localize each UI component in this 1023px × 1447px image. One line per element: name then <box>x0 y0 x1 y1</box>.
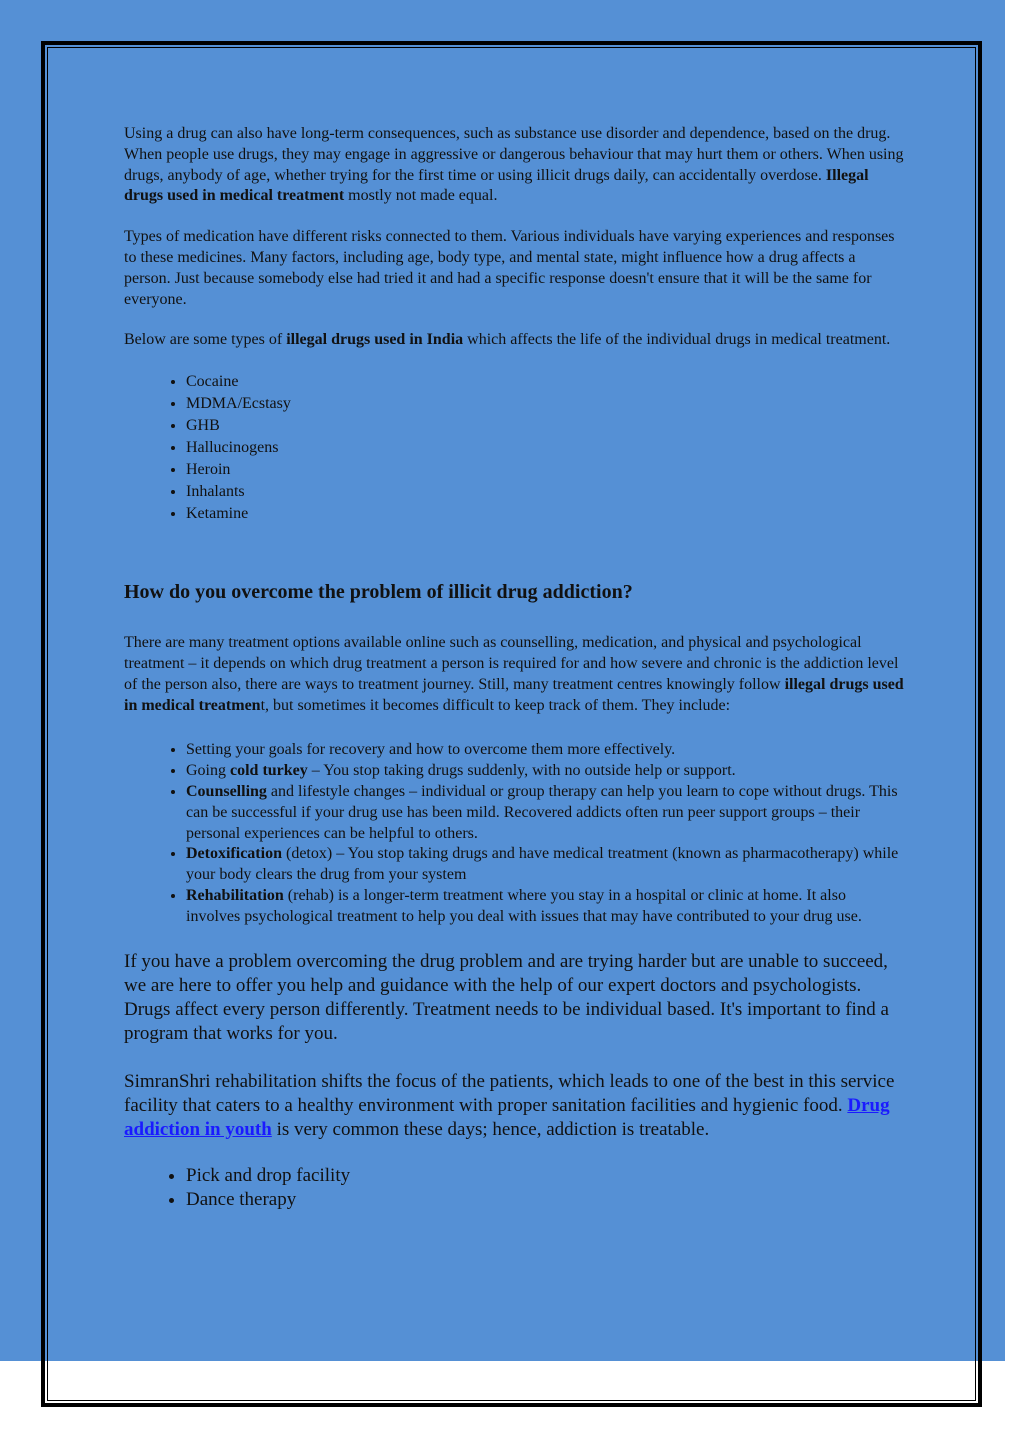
treatment-options-paragraph <box>124 633 904 716</box>
list-item <box>186 782 904 844</box>
item-text: – You stop taking drugs suddenly, with no outside help or support. <box>307 762 736 780</box>
item-bold-term: Rehabilitation <box>186 886 284 904</box>
list-item <box>186 761 904 782</box>
list-item <box>186 886 904 928</box>
paragraph-text: t, but sometimes it becomes difficult to keep track of them. They include: <box>260 696 731 714</box>
list-item <box>186 740 904 761</box>
intro-paragraph-drug-types <box>124 330 904 351</box>
help-paragraph: If you have a problem overcoming the drug problem and are trying harder but are unable to succeed, we are here to offer you help and guidance with the help of our expert doctors and psychologists. Drugs affect every person differently. Treatment needs to be individual based. It's important to find a program that works for you. <box>124 950 889 1044</box>
item-text: and lifestyle changes – individual or group therapy can help you learn to cope without drugs. This can be successful if your drug use has been mild. Recovered addicts often run peer support groups – their personal experiences can be helpful to others. <box>186 782 898 842</box>
section-heading: How do you overcome the problem of illicit drug addiction? <box>124 581 633 604</box>
list-item: • Heroin <box>186 459 904 481</box>
paragraph-bold-phrase: illegal drugs used in medical treatmen <box>124 675 904 714</box>
list-item: • MDMA/Ecstasy <box>186 393 904 415</box>
drug-list <box>124 371 904 525</box>
paragraph-text: SimranShri rehabilitation shifts the focus of the patients, which leads to one of the best in this service facility that caters to a healthy environment with proper sanitation facilities and hygienic food. <box>124 1070 895 1116</box>
treatment-list <box>124 740 904 927</box>
paragraph-text: mostly not made equal. <box>344 187 498 205</box>
list-item: • Hallucinogens <box>186 437 904 459</box>
list-item: • Dance therapy <box>186 1188 904 1212</box>
item-bold-term: Detoxification <box>186 845 282 863</box>
list-item: • Cocaine <box>186 371 904 393</box>
facility-paragraph <box>124 1070 904 1142</box>
item-text: Setting your goals for recovery and how to overcome them more effectively. <box>186 741 676 759</box>
list-item: • Pick and drop facility <box>186 1164 904 1188</box>
list-item: • Inhalants <box>186 481 904 503</box>
paragraph-text: Using a drug can also have long-term consequences, such as substance use disorder and dependence, based on the drug. When people use drugs, they may engage in aggressive or dangerous behaviour that may hurt them or others. When using drugs, anybody of age, whether trying for the first time or using illicit drugs daily, can accidentally overdose. <box>124 125 904 184</box>
intro-paragraph-risks: Types of medication have different risks connected to them. Various individuals have varying experiences and responses to these medicines. Many factors, including age, body type, and mental state, might influence how a drug affects a person. Just because somebody else had tried it and had a specific response doesn't ensure that it will be the same for everyone. <box>124 228 895 308</box>
paragraph-text: There are many treatment options available online such as counselling, medication, and physical and psychological treatment – it depends on which drug treatment a person is required for and how severe and chronic is the addiction level of the person also, there are ways to treatment journey. Still, many treatment centres knowingly follow <box>124 634 899 693</box>
facility-list <box>124 1164 904 1212</box>
paragraph-text: Below are some types of <box>124 331 287 349</box>
paragraph-text: is very common these days; hence, addiction is treatable. <box>271 1118 710 1140</box>
paragraph-text: which affects the life of the individual drugs in medical treatment. <box>463 331 891 349</box>
item-bold-term: cold turkey <box>230 762 308 780</box>
item-bold-term: Counselling <box>186 782 267 800</box>
list-item: • Ketamine <box>186 503 904 525</box>
paragraph-bold-phrase: Illegal drugs used in medical treatment <box>124 166 869 205</box>
paragraph-bold-phrase: illegal drugs used in India <box>286 331 464 349</box>
item-text: (rehab) is a longer-term treatment where you stay in a hospital or clinic at home. It also involves psychological treatment to help you deal with issues that may have contributed to your drug use. <box>186 886 862 925</box>
drug-addiction-youth-link[interactable]: Drug addiction in youth <box>124 1094 890 1140</box>
item-text: (detox) – You stop taking drugs and have medical treatment (known as pharmacotherapy) while your body clears the drug from your system <box>186 845 899 884</box>
item-prefix: Going <box>186 762 230 780</box>
document-content <box>124 124 904 1212</box>
list-item <box>186 844 904 886</box>
intro-paragraph-consequences <box>124 124 904 207</box>
list-item: • GHB <box>186 415 904 437</box>
